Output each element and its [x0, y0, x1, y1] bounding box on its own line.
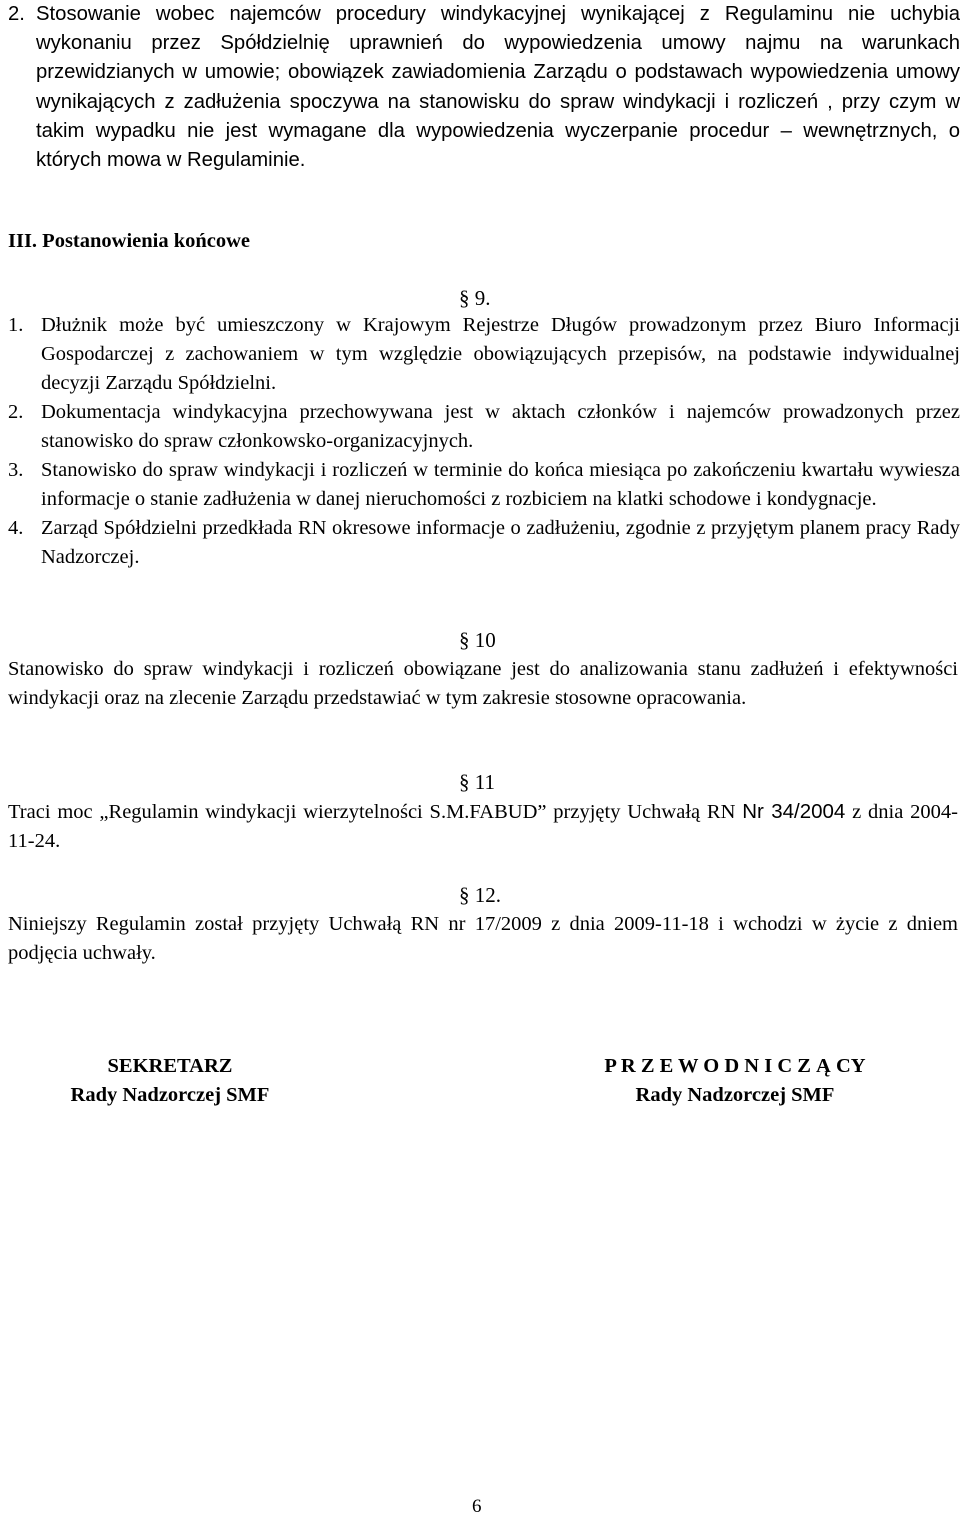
list-item-text: Stanowisko do spraw windykacji i rozliczeń w terminie do końca miesiąca po zakończeniu kwartału wywiesza informacje o stanie zadłużenia w danej nieruchomości z rozbiciem na klatki schodowe i kondygnacje. — [41, 459, 960, 510]
list-item-number: 2. — [8, 401, 24, 423]
list-item-number: 3. — [8, 459, 24, 481]
secretary-title: SEKRETARZ — [107, 1055, 233, 1077]
section-heading: III. Postanowienia końcowe — [8, 230, 251, 252]
point-2-number: 2. — [8, 3, 25, 25]
list-item-number: 1. — [8, 314, 24, 336]
paragraph-11-text-c: z dnia 2004-11-24. — [8, 801, 958, 852]
point-2 — [8, 0, 960, 175]
chair-signature — [560, 1052, 910, 1110]
resolution-number: Nr 34/2004 — [742, 800, 846, 823]
paragraph-9-list — [8, 311, 960, 572]
list-item-text: Dłużnik może być umieszczony w Krajowym Rejestrze Długów prowadzonym przez Biuro Informacji Gospodarczej z zachowaniem w tym względzie obowiązujących przepisów, na podstawie indywidualnej decyzji Zarządu Spółdzielni. — [41, 314, 960, 394]
paragraph-12-text: Niniejszy Regulamin został przyjęty Uchwałą RN nr 17/2009 z dnia 2009-11-18 i wchodzi w życie z dniem podjęcia uchwały. — [8, 913, 958, 964]
paragraph-9-mark: § 9. — [459, 286, 491, 310]
chair-title: P R Z E W O D N I C Z Ą CY — [604, 1055, 866, 1077]
secretary-signature — [30, 1052, 310, 1110]
paragraph-10-text: Stanowisko do spraw windykacji i rozliczeń obowiązane jest do analizowania stanu zadłużeń i efektywności windykacji oraz na zlecenie Zarządu przedstawiać w tym zakresie stosowne opracowania. — [8, 658, 958, 709]
paragraph-10-mark: § 10 — [459, 628, 496, 652]
paragraph-11-mark: § 11 — [459, 770, 495, 794]
list-item — [8, 311, 960, 398]
paragraph-11-text — [8, 797, 958, 856]
list-item — [8, 456, 960, 514]
paragraph-11-text-a: Traci moc „Regulamin windykacji wierzytelności S.M.FABUD” przyjęty Uchwałą RN — [8, 801, 743, 823]
list-item — [8, 514, 960, 572]
page-number: 6 — [472, 1496, 482, 1517]
secretary-body: Rady Nadzorczej SMF — [70, 1084, 270, 1106]
chair-body: Rady Nadzorczej SMF — [635, 1084, 835, 1106]
list-item-text: Dokumentacja windykacyjna przechowywana jest w aktach członków i najemców prowadzonych przez stanowisko do spraw członkowsko-organizacyjnych. — [41, 401, 960, 452]
paragraph-12-mark: § 12. — [459, 883, 501, 907]
list-item — [8, 398, 960, 456]
list-item-number: 4. — [8, 517, 24, 539]
list-item-text: Zarząd Spółdzielni przedkłada RN okresowe informacje o zadłużeniu, zgodnie z przyjętym planem pracy Rady Nadzorczej. — [41, 517, 960, 568]
point-2-text: Stosowanie wobec najemców procedury windykacyjnej wynikającej z Regulaminu nie uchybia wykonaniu przez Spółdzielnię uprawnień do wypowiedzenia umowy najmu na warunkach przewidzianych w umowie; obowiązek zawiadomienia Zarządu o podstawach wypowiedzenia umowy wynikających z zadłużenia spoczywa na stanowisku do spraw windykacji i rozliczeń , przy czym w takim wypadku nie jest wymagane dla wypowiedzenia wyczerpanie procedur – wewnętrznych, o których mowa w Regulaminie. — [36, 3, 960, 172]
